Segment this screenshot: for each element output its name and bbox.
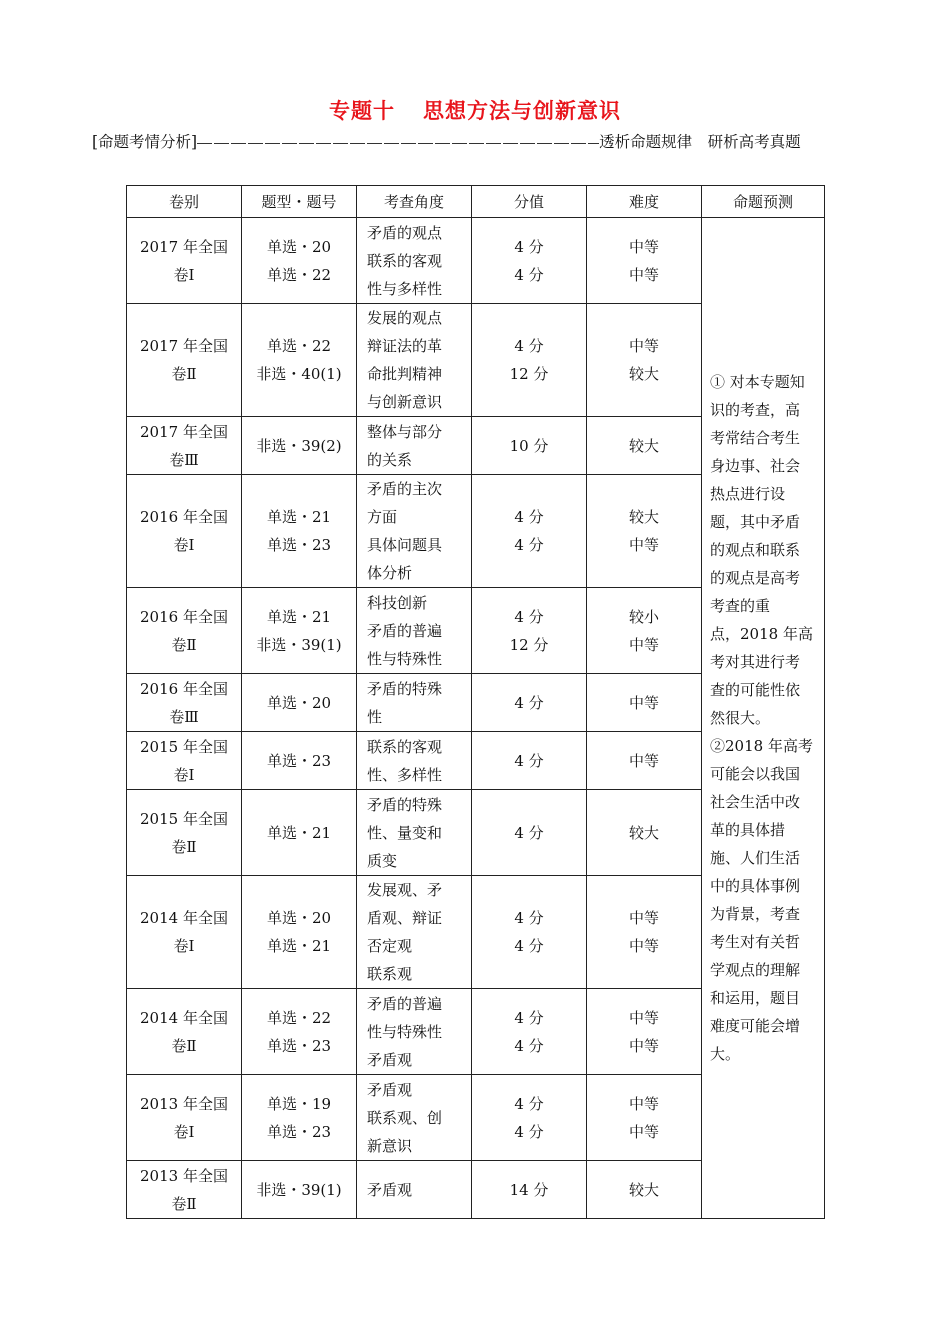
question-type-cell	[242, 304, 357, 417]
paper-cell-line: 卷Ⅲ	[169, 707, 199, 726]
score-cell-line: 4 分	[514, 1036, 544, 1055]
score-cell-line: 12 分	[509, 635, 549, 654]
angle-cell-line: 联系的客观	[367, 251, 443, 270]
angle-cell-line: 科技创新	[367, 593, 428, 612]
intro-label: [命题考情分析]	[92, 133, 198, 151]
question-type-cell	[242, 876, 357, 989]
column-header: 考查角度	[357, 186, 472, 218]
score-cell-line: 4 分	[514, 265, 544, 284]
question-type-cell-line: 非选・39(2)	[256, 436, 342, 455]
question-type-cell-line: 单选・21	[266, 823, 332, 842]
paper-cell	[127, 790, 242, 876]
difficulty-cell-line: 中等	[628, 1094, 659, 1113]
angle-cell-line: 性与多样性	[367, 279, 443, 298]
difficulty-cell-line: 中等	[628, 693, 659, 712]
question-type-cell	[242, 674, 357, 732]
paper-cell	[127, 304, 242, 417]
column-header: 题型・题号	[242, 186, 357, 218]
difficulty-cell	[587, 674, 702, 732]
paper-cell-line: 卷Ⅱ	[171, 837, 197, 856]
prediction-cell-line: 身边事、社会	[710, 457, 801, 475]
title-part2: 思想方法与创新意识	[423, 98, 621, 123]
difficulty-cell-line: 中等	[628, 337, 659, 355]
angle-cell	[357, 674, 472, 732]
angle-cell	[357, 304, 472, 417]
angle-cell	[357, 475, 472, 588]
paper-cell	[127, 1161, 242, 1219]
score-cell-line: 4 分	[514, 751, 544, 770]
paper-cell-line: 2016 年全国	[140, 679, 228, 698]
score-cell-line: 4 分	[514, 1122, 544, 1141]
paper-cell	[127, 674, 242, 732]
angle-cell	[357, 417, 472, 475]
angle-cell-line: 矛盾观	[367, 1180, 413, 1199]
prediction-cell-line: 施、人们生活	[710, 849, 801, 867]
difficulty-cell-line: 较大	[628, 365, 659, 383]
prediction-cell-line: 的观点是高考	[710, 569, 801, 587]
prediction-cell-line: 然很大。	[710, 709, 771, 727]
prediction-cell-line: 大。	[710, 1045, 741, 1063]
paper-cell-line: 2017 年全国	[140, 237, 228, 256]
angle-cell-line: 性、多样性	[367, 765, 443, 784]
question-type-cell-line: 单选・20	[266, 237, 332, 256]
score-cell-line: 4 分	[514, 1094, 544, 1113]
title-part1: 专题十	[329, 98, 395, 123]
difficulty-cell	[587, 304, 702, 417]
difficulty-cell-line: 较大	[628, 1180, 659, 1199]
score-cell-line: 10 分	[509, 436, 549, 455]
paper-cell-line: 卷Ⅱ	[171, 635, 197, 654]
score-cell	[472, 1075, 587, 1161]
angle-cell	[357, 218, 472, 304]
prediction-cell-line: 点，2018 年高	[710, 625, 813, 643]
angle-cell-line: 新意识	[367, 1136, 413, 1155]
prediction-cell-line: 革的具体措	[710, 821, 786, 839]
difficulty-cell-line: 中等	[628, 265, 659, 284]
question-type-cell-line: 单选・23	[266, 536, 332, 554]
score-cell	[472, 790, 587, 876]
question-type-cell-line: 单选・23	[266, 1036, 332, 1055]
paper-cell-line: 2017 年全国	[140, 337, 228, 355]
angle-cell	[357, 989, 472, 1075]
score-cell-line: 14 分	[509, 1180, 549, 1199]
score-cell	[472, 588, 587, 674]
prediction-cell-line: ②2018 年高考	[710, 737, 813, 755]
score-cell	[472, 989, 587, 1075]
paper-cell-line: 卷Ⅱ	[171, 1036, 197, 1055]
prediction-cell-line: 难度可能会增	[710, 1017, 801, 1035]
angle-cell-line: 联系观	[367, 965, 413, 983]
prediction-cell-line: 和运用，题目	[710, 989, 801, 1007]
prediction-cell-line: 为背景，考查	[710, 905, 801, 923]
paper-cell-line: 2015 年全国	[140, 737, 228, 756]
prediction-cell-line: 查的可能性依	[710, 681, 801, 699]
angle-cell	[357, 588, 472, 674]
difficulty-cell-line: 中等	[628, 1036, 659, 1055]
paper-cell-line: 卷Ⅱ	[171, 1194, 197, 1213]
difficulty-cell-line: 中等	[628, 937, 659, 955]
paper-cell-line: 卷Ⅰ	[173, 265, 195, 284]
question-type-cell-line: 单选・22	[266, 265, 332, 284]
difficulty-cell-line: 中等	[628, 1008, 659, 1027]
score-cell	[472, 1161, 587, 1219]
angle-cell-line: 矛盾观	[367, 1080, 413, 1099]
angle-cell-line: 矛盾的观点	[367, 223, 443, 242]
question-type-cell-line: 单选・23	[266, 1122, 332, 1141]
difficulty-cell-line: 中等	[628, 237, 659, 256]
prediction-cell-line: 考查的重	[710, 597, 771, 615]
difficulty-cell-line: 中等	[628, 1122, 659, 1141]
question-type-cell	[242, 475, 357, 588]
dash-rule	[197, 138, 599, 148]
prediction-cell	[702, 218, 825, 1219]
angle-cell-line: 矛盾的特殊	[367, 679, 443, 698]
difficulty-cell	[587, 790, 702, 876]
column-header: 命题预测	[702, 186, 825, 218]
score-cell-line: 4 分	[514, 508, 544, 526]
angle-cell-line: 发展的观点	[367, 309, 443, 327]
question-type-cell-line: 单选・21	[266, 508, 332, 526]
table-header	[127, 186, 825, 218]
difficulty-cell	[587, 732, 702, 790]
angle-cell-line: 盾观、辩证	[367, 909, 443, 927]
paper-cell-line: 2013 年全国	[140, 1166, 228, 1185]
question-type-cell-line: 单选・20	[266, 693, 332, 712]
column-header: 难度	[587, 186, 702, 218]
score-cell	[472, 218, 587, 304]
angle-cell-line: 性与特殊性	[367, 1022, 443, 1041]
paper-cell-line: 2016 年全国	[140, 508, 228, 526]
angle-cell	[357, 1075, 472, 1161]
intro-tail: 透析命题规律 研析高考真题	[599, 133, 801, 151]
difficulty-cell	[587, 417, 702, 475]
score-cell-line: 4 分	[514, 607, 544, 626]
question-type-cell	[242, 417, 357, 475]
prediction-cell-line: ① 对本专题知	[710, 373, 805, 391]
question-type-cell-line: 单选・20	[266, 909, 332, 927]
prediction-cell-line: 的观点和联系	[710, 541, 801, 559]
question-type-cell-line: 单选・21	[266, 607, 332, 626]
question-type-cell	[242, 218, 357, 304]
angle-cell-line: 矛盾的普遍	[367, 621, 443, 640]
angle-cell-line: 整体与部分	[367, 422, 443, 441]
question-type-cell-line: 非选・39(1)	[256, 1180, 342, 1199]
angle-cell-line: 矛盾的主次	[367, 480, 443, 498]
angle-cell-line: 发展观、矛	[367, 881, 443, 899]
difficulty-cell-line: 中等	[628, 751, 659, 770]
difficulty-cell-line: 中等	[628, 635, 659, 654]
exam-analysis-table	[126, 185, 825, 1219]
angle-cell-line: 性	[367, 707, 383, 726]
difficulty-cell	[587, 218, 702, 304]
angle-cell	[357, 1161, 472, 1219]
intro-line	[92, 129, 862, 155]
paper-cell-line: 卷Ⅰ	[173, 536, 195, 554]
question-type-cell	[242, 1161, 357, 1219]
difficulty-cell	[587, 876, 702, 989]
paper-cell-line: 2014 年全国	[140, 1008, 228, 1027]
question-type-cell	[242, 588, 357, 674]
question-type-cell-line: 非选・40(1)	[256, 365, 342, 383]
angle-cell-line: 联系的客观	[367, 737, 443, 756]
question-type-cell-line: 单选・19	[266, 1094, 332, 1113]
prediction-cell-line: 题，其中矛盾	[710, 513, 801, 531]
question-type-cell	[242, 732, 357, 790]
score-cell-line: 4 分	[514, 823, 544, 842]
score-cell	[472, 475, 587, 588]
angle-cell-line: 矛盾的普遍	[367, 994, 443, 1013]
angle-cell-line: 辩证法的革	[367, 337, 443, 355]
paper-cell	[127, 218, 242, 304]
prediction-cell-line: 识的考查，高	[710, 401, 801, 419]
question-type-cell-line: 单选・23	[266, 751, 332, 770]
angle-cell-line: 质变	[367, 851, 398, 870]
angle-cell-line: 体分析	[367, 564, 413, 582]
difficulty-cell	[587, 1161, 702, 1219]
paper-cell-line: 2013 年全国	[140, 1094, 228, 1113]
question-type-cell-line: 单选・21	[266, 937, 332, 955]
angle-cell-line: 方面	[367, 508, 398, 526]
paper-cell-line: 2017 年全国	[140, 422, 228, 441]
score-cell	[472, 732, 587, 790]
angle-cell-line: 性与特殊性	[367, 649, 443, 668]
score-cell-line: 12 分	[509, 365, 549, 383]
angle-cell-line: 与创新意识	[367, 393, 443, 411]
paper-cell-line: 卷Ⅱ	[171, 365, 197, 383]
paper-cell-line: 卷Ⅰ	[173, 1122, 195, 1141]
paper-cell-line: 卷Ⅲ	[169, 450, 199, 469]
prediction-cell-line: 考对其进行考	[710, 653, 801, 671]
angle-cell-line: 否定观	[367, 937, 413, 955]
paper-cell	[127, 417, 242, 475]
score-cell-line: 4 分	[514, 937, 544, 955]
question-type-cell	[242, 790, 357, 876]
score-cell-line: 4 分	[514, 693, 544, 712]
prediction-cell-line: 可能会以我国	[710, 765, 801, 783]
score-cell-line: 4 分	[514, 237, 544, 256]
difficulty-cell-line: 中等	[628, 536, 659, 554]
question-type-cell-line: 非选・39(1)	[256, 635, 342, 654]
difficulty-cell-line: 较大	[628, 823, 659, 842]
score-cell	[472, 876, 587, 989]
column-header: 分值	[472, 186, 587, 218]
paper-cell	[127, 989, 242, 1075]
question-type-cell	[242, 989, 357, 1075]
angle-cell-line: 的关系	[367, 450, 413, 469]
prediction-cell-line: 考生对有关哲	[710, 933, 801, 951]
angle-cell-line: 矛盾观	[367, 1050, 413, 1069]
prediction-cell-line: 中的具体事例	[710, 877, 801, 895]
score-cell-line: 4 分	[514, 536, 544, 554]
difficulty-cell	[587, 475, 702, 588]
page-title	[0, 95, 950, 125]
angle-cell-line: 具体问题具	[367, 536, 443, 554]
score-cell	[472, 304, 587, 417]
angle-cell-line: 命批判精神	[367, 365, 443, 383]
angle-cell-line: 矛盾的特殊	[367, 795, 443, 814]
difficulty-cell-line: 中等	[628, 909, 659, 927]
score-cell-line: 4 分	[514, 337, 544, 355]
paper-cell	[127, 588, 242, 674]
paper-cell	[127, 876, 242, 989]
angle-cell-line: 联系观、创	[367, 1108, 443, 1127]
score-cell	[472, 417, 587, 475]
paper-cell-line: 卷Ⅰ	[173, 765, 195, 784]
difficulty-cell-line: 较大	[628, 508, 659, 526]
score-cell-line: 4 分	[514, 1008, 544, 1027]
score-cell-line: 4 分	[514, 909, 544, 927]
difficulty-cell	[587, 588, 702, 674]
difficulty-cell-line: 较大	[628, 436, 659, 455]
prediction-cell-line: 热点进行设	[710, 485, 786, 503]
paper-cell	[127, 732, 242, 790]
paper-cell-line: 2016 年全国	[140, 607, 228, 626]
paper-cell-line: 卷Ⅰ	[173, 937, 195, 955]
paper-cell-line: 2015 年全国	[140, 809, 228, 828]
angle-cell	[357, 732, 472, 790]
difficulty-cell	[587, 1075, 702, 1161]
column-header: 卷别	[127, 186, 242, 218]
question-type-cell-line: 单选・22	[266, 337, 332, 355]
prediction-cell-line: 考常结合考生	[710, 429, 801, 447]
difficulty-cell	[587, 989, 702, 1075]
prediction-cell-line: 社会生活中改	[710, 793, 801, 811]
angle-cell-line: 性、量变和	[367, 823, 443, 842]
score-cell	[472, 674, 587, 732]
table-row	[127, 218, 825, 304]
difficulty-cell-line: 较小	[628, 607, 659, 626]
paper-cell-line: 2014 年全国	[140, 909, 228, 927]
question-type-cell-line: 单选・22	[266, 1008, 332, 1027]
angle-cell	[357, 790, 472, 876]
paper-cell	[127, 1075, 242, 1161]
paper-cell	[127, 475, 242, 588]
angle-cell	[357, 876, 472, 989]
question-type-cell	[242, 1075, 357, 1161]
prediction-cell-line: 学观点的理解	[710, 961, 801, 979]
